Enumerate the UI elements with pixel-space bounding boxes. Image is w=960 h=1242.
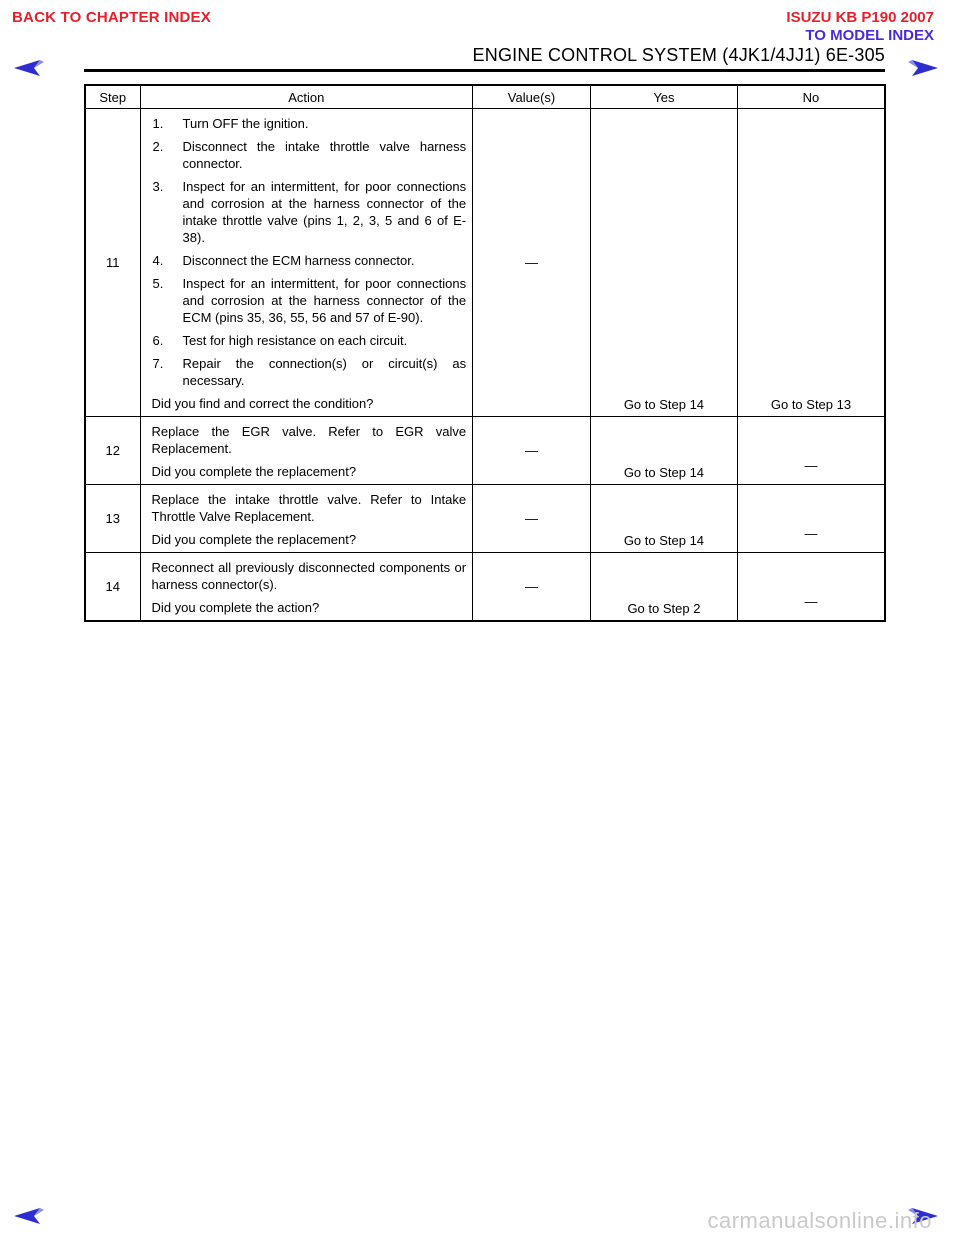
step-number: 11 xyxy=(85,109,140,417)
action-step: 1. Turn OFF the ignition. xyxy=(152,116,309,131)
column-header-no: No xyxy=(737,85,885,109)
yes-cell: Go to Step 14 xyxy=(590,109,737,417)
header-rule xyxy=(84,69,885,72)
action-step: 2. Disconnect the intake throttle valve harness connector. xyxy=(152,139,467,171)
action-instruction: Reconnect all previously disconnected components or harness connector(s). xyxy=(151,560,467,592)
table-header-row xyxy=(85,85,885,109)
table-row xyxy=(85,485,885,553)
table-row xyxy=(85,109,885,417)
value-cell: — xyxy=(473,109,591,417)
no-cell: — xyxy=(737,553,885,622)
action-steps-list xyxy=(152,115,467,389)
prev-page-arrow-icon[interactable] xyxy=(14,60,44,76)
action-step: 5. Inspect for an intermittent, for poor connections and corrosion at the harness connector of the ECM (pins 35, 36, 55, 56 and 57 of E-90). xyxy=(152,276,467,325)
no-cell: — xyxy=(737,417,885,485)
no-cell: — xyxy=(737,485,885,553)
model-title: ISUZU KB P190 2007 xyxy=(786,9,934,26)
column-header-action: Action xyxy=(140,85,473,109)
action-question: Did you complete the replacement? xyxy=(151,464,357,479)
action-step: 7. Repair the connection(s) or circuit(s) as necessary. xyxy=(152,356,467,388)
action-step: 6. Test for high resistance on each circuit. xyxy=(152,333,408,348)
action-instruction: Replace the intake throttle valve. Refer to Intake Throttle Valve Replacement. xyxy=(151,492,467,524)
to-model-index-link[interactable]: TO MODEL INDEX xyxy=(805,27,934,44)
column-header-values: Value(s) xyxy=(473,85,591,109)
next-page-arrow-icon[interactable] xyxy=(908,60,938,76)
no-cell: Go to Step 13 xyxy=(737,109,885,417)
yes-cell: Go to Step 14 xyxy=(590,417,737,485)
action-cell xyxy=(140,417,473,485)
watermark: carmanualsonline.info xyxy=(707,1208,932,1233)
action-question: Did you find and correct the condition? xyxy=(151,396,374,411)
step-number: 13 xyxy=(85,485,140,553)
table-row xyxy=(85,553,885,622)
prev-page-arrow-icon[interactable] xyxy=(14,1208,44,1224)
column-header-step: Step xyxy=(85,85,140,109)
step-number: 12 xyxy=(85,417,140,485)
yes-cell: Go to Step 2 xyxy=(590,553,737,622)
step-number: 14 xyxy=(85,553,140,622)
action-cell xyxy=(140,109,473,417)
back-to-chapter-index-link[interactable]: BACK TO CHAPTER INDEX xyxy=(12,9,211,26)
action-question: Did you complete the replacement? xyxy=(151,532,357,547)
action-step: 3. Inspect for an intermittent, for poor connections and corrosion at the harness connector of the intake throttle valve (pins 1, 2, 3, 5 and 6 of E-38). xyxy=(152,179,467,245)
yes-cell: Go to Step 14 xyxy=(590,485,737,553)
column-header-yes: Yes xyxy=(590,85,737,109)
value-cell: — xyxy=(473,417,591,485)
action-instruction: Replace the EGR valve. Refer to EGR valve Replacement. xyxy=(151,424,467,456)
page-title: ENGINE CONTROL SYSTEM (4JK1/4JJ1) 6E-305 xyxy=(472,45,885,65)
action-cell xyxy=(140,485,473,553)
action-cell xyxy=(140,553,473,622)
diagnostic-table xyxy=(84,84,886,622)
table-row xyxy=(85,417,885,485)
action-question: Did you complete the action? xyxy=(151,600,320,615)
action-step: 4. Disconnect the ECM harness connector. xyxy=(152,253,415,268)
value-cell: — xyxy=(473,485,591,553)
value-cell: — xyxy=(473,553,591,622)
